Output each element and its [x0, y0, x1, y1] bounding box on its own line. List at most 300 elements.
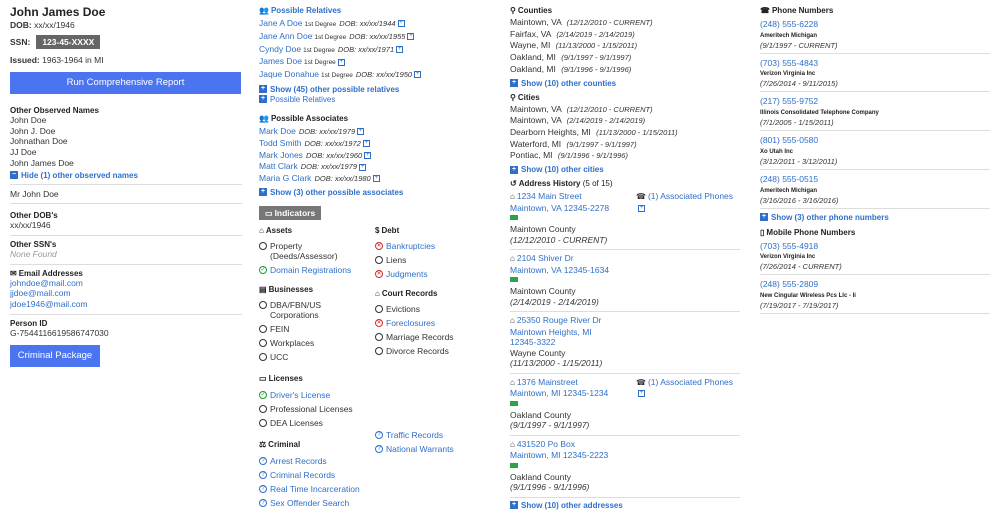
empty-circle-icon [375, 347, 383, 355]
city-place: Dearborn Heights, MI [510, 126, 591, 137]
show-more-addresses-label: Show (10) other addresses [521, 500, 623, 510]
locations-column [510, 0, 740, 510]
indicator-item [375, 332, 485, 342]
cities-title [510, 93, 740, 102]
map-pin-icon: ⚲ [510, 6, 516, 15]
mobile-phones-title-label: Mobile Phone Numbers [766, 227, 856, 237]
plus-icon: + [761, 213, 767, 221]
empty-circle-icon [259, 405, 267, 413]
expand-icon[interactable]: + [364, 140, 369, 147]
history-icon: ↺ [510, 179, 517, 189]
possible-relatives-link[interactable] [259, 95, 487, 104]
expand-icon[interactable]: + [358, 128, 363, 135]
phone-number[interactable]: (703) 555-4918 [760, 240, 819, 251]
county-row [510, 40, 740, 52]
indicators-right [375, 225, 485, 454]
question-circle-icon [259, 471, 267, 479]
indicators-header [259, 206, 321, 220]
county-range: (2/14/2019 - 2/14/2019) [556, 29, 635, 39]
phones-title [760, 6, 990, 15]
county-place: Wayne, MI [510, 40, 551, 51]
address-county: Oakland County [510, 471, 571, 482]
address-city[interactable]: Maintown Heights, MI 12345-3322 [510, 326, 592, 348]
city-range: (9/1/1996 - 9/1/1996) [557, 151, 628, 161]
gavel-icon: ⚖ [259, 439, 267, 449]
address-history-title [510, 179, 740, 188]
show-more-relatives-link[interactable] [259, 85, 487, 94]
indicator-item [259, 324, 369, 334]
associates-title-label: Possible Associates [270, 113, 349, 123]
empty-circle-icon [259, 301, 267, 309]
other-name: John Doe [10, 115, 47, 125]
address-item [510, 374, 740, 436]
indicator-label[interactable]: Foreclosures [386, 317, 436, 328]
associate-row [259, 150, 487, 162]
counties-list [510, 17, 740, 76]
associate-name[interactable]: Mark Doe [259, 125, 296, 136]
indicator-item[interactable] [259, 456, 389, 466]
address-item [510, 250, 740, 312]
plus-icon: + [260, 95, 266, 103]
people-icon: 👥 [259, 113, 269, 123]
emails-title [10, 269, 242, 278]
hide-names-label: Hide (1) other observed names [21, 170, 138, 180]
relatives-list [259, 18, 487, 82]
phones-title-label: Phone Numbers [771, 6, 834, 15]
phone-range: (7/26/2014 - CURRENT) [760, 262, 842, 272]
phone-icon: ☎ [636, 377, 646, 387]
indicator-label[interactable]: Judgments [386, 268, 428, 279]
address-city[interactable]: Maintown, MI 12345-1234 [510, 388, 609, 399]
show-more-cities-label: Show (10) other cities [521, 165, 604, 175]
address-range: (9/1/1996 - 9/1/1996) [510, 482, 590, 493]
relative-name[interactable]: Jane A Doe [259, 18, 303, 28]
truck-icon [510, 215, 518, 220]
address-item [510, 188, 740, 250]
phone-icon: ☎ [636, 192, 646, 202]
relative-name[interactable]: Jane Ann Doe [259, 30, 313, 41]
mobile-phone-item [760, 237, 990, 276]
indicator-item[interactable] [375, 269, 485, 279]
divider [10, 314, 242, 315]
phone-carrier: Verizon Virginia Inc [760, 71, 816, 78]
city-row [510, 139, 740, 151]
associate-name[interactable]: Matt Clark [259, 161, 298, 172]
email-link[interactable]: jjdoe@mail.com [10, 288, 71, 299]
phone-number[interactable]: (217) 555-9752 [760, 96, 819, 107]
person-name: John James Doe [10, 5, 106, 19]
ssn-label: SSN: [10, 37, 31, 47]
businesses-title-label: Businesses [268, 284, 314, 294]
address-street-row [510, 439, 740, 451]
relative-row [259, 18, 487, 31]
court-title-label: Court Records [381, 288, 438, 298]
email-link[interactable]: jdoe1946@mail.com [10, 299, 88, 310]
city-place: Pontiac, MI [510, 150, 553, 161]
relative-row [259, 56, 487, 69]
plus-icon: + [511, 79, 517, 87]
address-city[interactable]: Maintown, VA 12345-2278 [510, 202, 610, 213]
address-street[interactable]: 1376 Mainstreet [516, 376, 578, 387]
city-range: (9/1/1997 - 9/1/1997) [566, 139, 637, 149]
counties-title [510, 6, 740, 15]
other-dobs-title: Other DOB's [10, 211, 58, 221]
address-street[interactable]: 25350 Rouge River Dr [516, 315, 602, 326]
show-more-phones-link[interactable] [760, 213, 990, 222]
debt-list [375, 241, 485, 279]
criminal-title [259, 440, 369, 449]
emails-title-label: Email Addresses [18, 268, 83, 278]
possible-relatives-label: Possible Relatives [270, 94, 336, 104]
assets-title [259, 226, 369, 235]
truck-icon [510, 463, 518, 468]
businesses-title [259, 285, 369, 294]
assets-list [259, 241, 369, 275]
divider [10, 184, 242, 185]
indicator-item [375, 304, 485, 314]
dob-value: xx/xx/1946 [34, 20, 75, 30]
phone-range: (3/16/2016 - 3/16/2016) [760, 195, 839, 205]
home-icon: ⌂ [510, 254, 515, 264]
indicator-item [259, 418, 369, 428]
city-row [510, 150, 740, 162]
relatives-title-label[interactable]: Possible Relatives [270, 6, 342, 15]
indicator-label[interactable]: National Warrants [386, 443, 454, 454]
address-county: Wayne County [510, 347, 566, 358]
address-county: Maintown County [510, 224, 576, 235]
cities-title-label: Cities [517, 92, 540, 102]
address-street[interactable]: 2104 Shiver Dr [516, 253, 574, 264]
empty-circle-icon [259, 353, 267, 361]
city-place: Maintown, VA [510, 103, 562, 114]
expand-icon[interactable]: + [639, 204, 644, 211]
indicator-item[interactable] [375, 430, 485, 440]
indicator-item [259, 352, 369, 362]
address-history-count: (5 of 15) [582, 179, 613, 189]
expand-icon[interactable]: + [360, 163, 365, 170]
question-circle-icon [259, 485, 267, 493]
dollar-icon: $ [375, 225, 380, 235]
address-street[interactable]: 431520 Po Box [516, 438, 575, 449]
mobile-phones-list [760, 237, 990, 314]
phone-carrier: Ameritech Michigan [760, 32, 818, 39]
expand-icon[interactable]: + [409, 33, 413, 40]
phone-range: (7/19/2017 - 7/19/2017) [760, 300, 839, 310]
indicator-label: Property (Deeds/Assessor) [270, 240, 338, 261]
home-icon: ⌂ [510, 192, 515, 202]
associates-title [259, 114, 487, 123]
county-range: (9/1/1996 - 9/1/1996) [561, 64, 632, 74]
indicator-item[interactable] [375, 318, 485, 328]
indicator-item[interactable] [259, 390, 369, 400]
address-range: (9/1/1997 - 9/1/1997) [510, 420, 590, 431]
county-place: Maintown, VA [510, 17, 562, 27]
indicator-item [375, 255, 485, 265]
relative-row [259, 44, 487, 57]
x-circle-icon [375, 319, 383, 327]
indicators-grid [259, 226, 487, 530]
indicator-item[interactable] [259, 498, 389, 508]
relative-degree: 1st Degree [314, 33, 347, 41]
phone-carrier: Xo Utah Inc [760, 148, 794, 155]
county-row [510, 29, 740, 41]
truck-icon [510, 277, 518, 282]
associate-dob: DOB: xx/xx/1980 [314, 174, 371, 184]
empty-circle-icon [259, 419, 267, 427]
email-link[interactable]: johndoe@mail.com [10, 277, 83, 288]
phone-carrier: New Cingular Wireless Pcs Llc - Ii [760, 292, 856, 299]
expand-icon[interactable]: + [365, 151, 370, 158]
check-circle-icon [259, 391, 267, 399]
relative-degree: 1st Degree [304, 59, 336, 67]
indicator-item[interactable] [375, 241, 485, 251]
criminal-package-button[interactable]: Criminal Package [10, 345, 100, 367]
show-more-associates-label: Show (3) other possible associates [270, 187, 404, 197]
show-more-counties-link[interactable] [510, 79, 740, 88]
show-more-associates-link[interactable] [259, 188, 487, 197]
empty-circle-icon [259, 242, 267, 250]
relatives-title [259, 6, 487, 15]
phone-item [760, 15, 990, 54]
address-item [510, 312, 740, 374]
indicator-item[interactable] [259, 265, 369, 275]
indicator-label: Evictions [386, 303, 421, 314]
other-name: Johnathan Doe [10, 136, 68, 147]
county-place: Oakland, MI [510, 63, 556, 74]
county-range: (9/1/1997 - 9/1/1997) [561, 53, 632, 63]
expand-icon[interactable]: + [374, 175, 378, 182]
address-street-row [510, 315, 740, 327]
city-range: (2/14/2019 - 2/14/2019) [566, 116, 646, 126]
phone-number[interactable]: (248) 555-2809 [760, 279, 819, 290]
court-list [375, 304, 485, 356]
question-circle-icon [259, 457, 267, 465]
phone-carrier: Verizon Virginia Inc [760, 254, 816, 261]
relative-name[interactable]: James Doe [259, 56, 302, 67]
relative-dob: DOB: xx/xx/1955 [349, 31, 406, 41]
indicator-item[interactable] [259, 484, 389, 494]
phone-range: (7/26/2014 - 9/11/2015) [760, 79, 838, 89]
associated-phones-row[interactable] [636, 191, 740, 213]
indicator-label[interactable]: Sex Offender Search [270, 497, 350, 508]
phone-item [760, 170, 990, 209]
indicator-item [259, 404, 369, 414]
expand-icon[interactable]: + [397, 45, 402, 52]
empty-circle-icon [259, 339, 267, 347]
address-county: Oakland County [510, 409, 571, 420]
associate-dob: DOB: xx/xx/1979 [298, 126, 356, 136]
courthouse-icon: ⌂ [375, 288, 380, 298]
associated-phones-row[interactable] [636, 377, 740, 399]
plus-icon: + [260, 188, 266, 196]
map-pin-icon: ⚲ [510, 92, 516, 102]
divider [10, 264, 242, 265]
indicator-label[interactable]: Bankruptcies [386, 240, 436, 251]
relative-name[interactable]: Cyndy Doe [259, 43, 302, 54]
associate-row [259, 126, 487, 138]
debt-title-label: Debt [381, 225, 400, 235]
indicator-item [259, 241, 369, 261]
relative-degree: 1st Degree [321, 72, 353, 80]
city-range: (11/13/2000 - 1/15/2011) [596, 127, 678, 137]
county-range: (11/13/2000 - 1/15/2011) [555, 41, 638, 51]
cities-list [510, 104, 740, 163]
indicator-item[interactable] [259, 470, 389, 480]
empty-circle-icon [375, 305, 383, 313]
check-circle-icon [259, 266, 267, 274]
indicator-label: Liens [386, 254, 407, 265]
phone-number[interactable]: (248) 555-6228 [760, 19, 819, 29]
relative-row [259, 69, 487, 82]
city-place: Waterford, MI [510, 138, 562, 149]
minus-icon: − [11, 171, 17, 179]
license-icon: ▭ [259, 373, 267, 383]
home-icon: ⌂ [259, 225, 264, 235]
briefcase-icon: ▤ [259, 284, 267, 294]
ssn-row [10, 35, 242, 49]
dob-label: DOB: [10, 20, 32, 30]
city-place: Maintown, VA [510, 115, 562, 126]
indicator-item [375, 346, 485, 356]
address-list [510, 188, 740, 498]
phones-column [760, 0, 990, 314]
address-street[interactable]: 1234 Main Street [516, 191, 582, 202]
indicator-label: Marriage Records [386, 331, 454, 342]
hide-names-link[interactable] [10, 171, 242, 180]
relatives-indicators-column [259, 0, 487, 530]
address-street-row [510, 253, 740, 265]
associated-phones-link[interactable]: (1) Associated Phones [647, 191, 734, 202]
plus-icon: + [511, 165, 517, 173]
truck-icon [510, 401, 518, 406]
associate-dob: DOB: xx/xx/1972 [304, 138, 361, 148]
phone-carrier: Illinois Consolidated Telephone Company [760, 110, 879, 117]
associate-name[interactable]: Maria G Clark [259, 173, 312, 184]
city-row [510, 115, 740, 127]
issued-label: Issued: [10, 55, 40, 65]
other-names-title: Other Observed Names [10, 106, 99, 115]
indicators-title: Indicators [274, 207, 316, 218]
phone-range: (3/12/2011 - 3/12/2011) [760, 156, 838, 166]
address-city[interactable]: Maintown, VA 12345-1634 [510, 264, 610, 275]
expand-icon[interactable]: + [339, 58, 344, 65]
indicator-label[interactable]: Real Time Incarceration [270, 483, 360, 494]
question-circle-icon [375, 445, 383, 453]
hidden-name: Mr John Doe [10, 188, 59, 199]
indicator-item[interactable] [375, 444, 485, 454]
plus-icon: + [511, 501, 517, 509]
indicator-label[interactable]: Criminal Records [270, 469, 336, 480]
indicator-label[interactable]: Domain Registrations [270, 264, 352, 275]
phone-icon: ☎ [760, 6, 770, 15]
court-title [375, 289, 485, 298]
address-item [510, 436, 740, 498]
mobile-phone-item [760, 275, 990, 314]
empty-circle-icon [259, 325, 267, 333]
phone-number[interactable]: (801) 555-0580 [760, 135, 819, 146]
relative-dob: DOB: xx/xx/1950 [355, 70, 413, 80]
assets-title-label: Assets [265, 225, 293, 235]
show-more-counties-label: Show (10) other counties [521, 78, 617, 88]
issued-row [10, 55, 242, 65]
criminal-list-2 [375, 430, 485, 458]
address-city[interactable]: Maintown, MI 12345-2223 [510, 450, 609, 461]
associate-name[interactable]: Mark Jones [259, 149, 303, 160]
indicator-item [259, 338, 369, 348]
question-circle-icon [259, 499, 267, 507]
other-dob-value: xx/xx/1946 [10, 220, 51, 231]
debt-title [375, 226, 485, 235]
indicator-label[interactable]: Arrest Records [270, 455, 327, 466]
indicator-label: FEIN [270, 323, 290, 334]
address-county: Maintown County [510, 286, 576, 297]
relative-dob: DOB: xx/xx/1971 [337, 44, 395, 54]
phones-list [760, 15, 990, 209]
envelope-icon: ✉ [10, 268, 17, 278]
other-name: JJ Doe [10, 147, 37, 158]
home-icon: ⌂ [510, 316, 515, 326]
divider [10, 203, 242, 204]
phone-number[interactable]: (703) 555-4843 [760, 57, 819, 68]
businesses-list [259, 300, 369, 362]
issued-value: 1963-1964 in MI [42, 55, 104, 65]
address-range: (2/14/2019 - 2/14/2019) [510, 296, 599, 307]
relative-name[interactable]: Jaque Donahue [259, 69, 320, 80]
city-row [510, 127, 740, 139]
relative-row [259, 31, 487, 44]
other-ssns-title: Other SSN's [10, 239, 57, 249]
phone-carrier: Ameritech Michigan [760, 187, 818, 194]
indicator-label[interactable]: Driver's License [270, 389, 331, 400]
ssn-badge: 123-45-XXXX [36, 35, 100, 49]
id-card-icon: ▭ [265, 208, 273, 218]
associated-phones-link[interactable]: (1) Associated Phones [647, 376, 734, 387]
mobile-phones-title [760, 228, 990, 237]
phone-item [760, 131, 990, 170]
plus-icon: + [260, 85, 266, 93]
other-name: John J. Doe [10, 125, 56, 136]
expand-icon[interactable]: + [399, 20, 403, 27]
expand-icon[interactable]: + [639, 390, 644, 397]
other-name: John James Doe [10, 157, 74, 168]
licenses-title [259, 374, 369, 383]
associate-name[interactable]: Todd Smith [259, 137, 302, 148]
criminal-list [259, 456, 389, 508]
indicator-label: DEA Licenses [270, 417, 323, 428]
indicator-label[interactable]: Traffic Records [386, 429, 444, 440]
address-history-label: Address History [518, 179, 581, 189]
phone-item [760, 54, 990, 93]
divider [10, 235, 242, 236]
county-place: Fairfax, VA [510, 28, 551, 39]
city-range: (12/12/2010 - CURRENT) [566, 104, 653, 114]
expand-icon[interactable]: + [415, 71, 420, 78]
associate-row [259, 138, 487, 150]
x-circle-icon [375, 270, 383, 278]
phone-number[interactable]: (248) 555-0515 [760, 173, 819, 184]
counties-title-label: Counties [517, 6, 553, 15]
show-more-cities-link[interactable] [510, 165, 740, 174]
associate-row [259, 173, 487, 185]
phone-item [760, 92, 990, 131]
county-row [510, 17, 740, 29]
indicator-label: Workplaces [270, 337, 315, 348]
run-comprehensive-report-button[interactable]: Run Comprehensive Report [10, 72, 241, 94]
show-more-addresses-link[interactable] [510, 501, 740, 510]
associate-dob: DOB: xx/xx/1960 [305, 150, 363, 160]
empty-circle-icon [375, 333, 383, 341]
indicator-label: DBA/FBN/US Corporations [270, 299, 322, 320]
